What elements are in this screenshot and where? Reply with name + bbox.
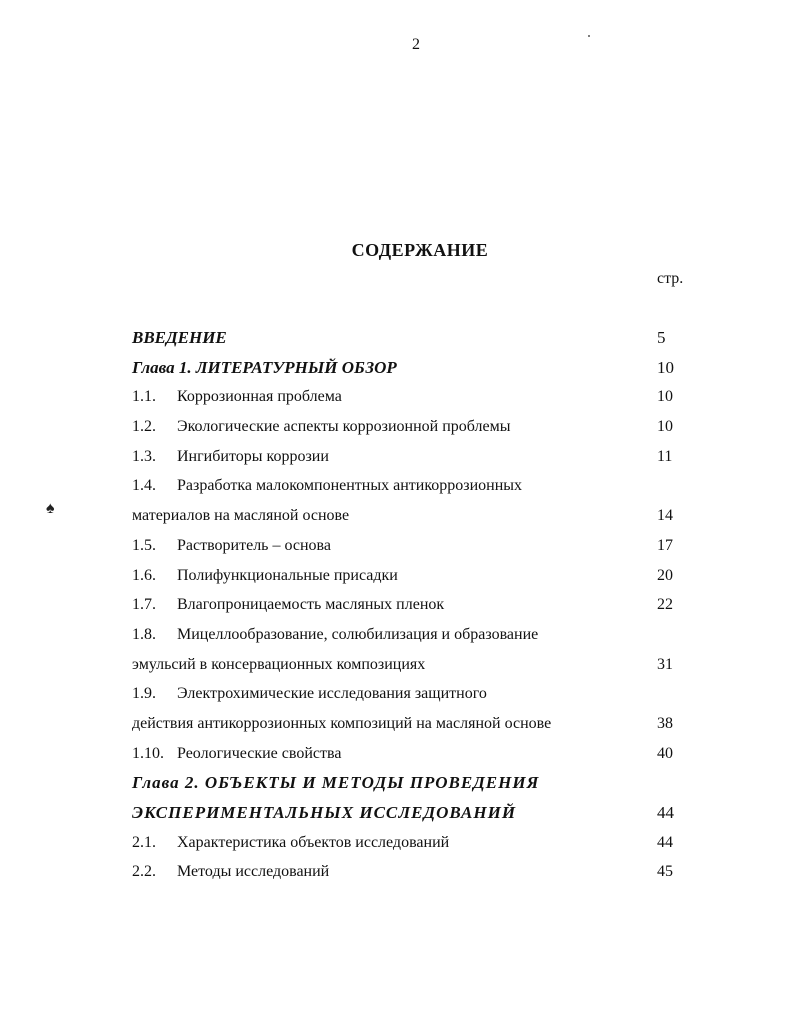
toc-entry-text: Растворитель – основа [177, 536, 331, 554]
toc-entry-number: 1.9. [132, 685, 156, 703]
toc-entry-number: 2.2. [132, 863, 156, 881]
toc-entry-text: Характеристика объектов исследований [177, 833, 450, 851]
toc-entry-text: Реологические свойства [177, 744, 342, 762]
toc-entry-page: 10 [657, 388, 673, 406]
toc-entry [132, 709, 692, 739]
toc-entry-text: Глава 2. ОБЪЕКТЫ И МЕТОДЫ ПРОВЕДЕНИЯ [132, 773, 540, 793]
toc-entry [132, 561, 692, 591]
table-of-contents [132, 323, 692, 887]
toc-entry [132, 323, 692, 353]
toc-entry-number: 1.2. [132, 418, 156, 436]
toc-entry [132, 353, 692, 383]
toc-entry-page: 38 [657, 714, 673, 732]
toc-entry-page: 22 [657, 596, 673, 614]
toc-entry-page: 44 [657, 803, 674, 822]
toc-entry [132, 382, 692, 412]
toc-entry-text: Коррозионная проблема [177, 388, 342, 406]
toc-entry-text: Полифункциональные присадки [177, 566, 398, 584]
toc-entry-text: Методы исследований [177, 863, 330, 881]
toc-entry-number: 1.10. [132, 744, 164, 762]
toc-entry-number: 1.4. [132, 477, 156, 495]
toc-entry-page: 20 [657, 566, 673, 584]
toc-entry-text: ЭКСПЕРИМЕНТАЛЬНЫХ ИССЛЕДОВАНИЙ [132, 803, 517, 822]
toc-entry [132, 679, 692, 709]
toc-entry-text: Мицеллообразование, солюбилизация и образование [177, 625, 539, 643]
toc-entry [132, 501, 692, 531]
toc-entry-text: Электрохимические исследования защитного [177, 685, 487, 703]
toc-entry-text: Экологические аспекты коррозионной проблемы [177, 418, 511, 436]
scan-blot-icon: ♠ [46, 500, 55, 517]
toc-entry-number: 1.1. [132, 388, 156, 406]
toc-entry [132, 798, 692, 828]
toc-entry-page: 10 [657, 418, 673, 436]
toc-entry [132, 768, 692, 798]
toc-entry [132, 471, 692, 501]
toc-entry-number: 1.6. [132, 566, 156, 584]
toc-entry [132, 739, 692, 769]
toc-entry-page: 5 [657, 328, 666, 347]
toc-entry-page: 45 [657, 863, 673, 881]
toc-entry [132, 650, 692, 680]
toc-entry-number: 2.1. [132, 833, 156, 851]
toc-entry-text: Разработка малокомпонентных антикоррозионных [177, 477, 523, 495]
toc-entry-text: действия антикоррозионных композиций на масляной основе [132, 714, 552, 732]
toc-entry [132, 590, 692, 620]
scan-speck [588, 35, 590, 37]
toc-entry [132, 828, 692, 858]
toc-entry [132, 857, 692, 887]
toc-entry [132, 620, 692, 650]
toc-entry-page: 31 [657, 655, 673, 673]
page-title: СОДЕРЖАНИЕ [351, 240, 489, 260]
toc-entry-text: Глава 1. ЛИТЕРАТУРНЫЙ ОБЗОР [132, 357, 397, 377]
toc-entry [132, 412, 692, 442]
toc-entry-page: 10 [657, 357, 674, 377]
page-number: 2 [412, 36, 420, 53]
toc-entry-number: 1.7. [132, 596, 156, 614]
toc-entry-text: Влагопроницаемость масляных пленок [177, 596, 445, 614]
toc-entry-text: ВВЕДЕНИЕ [132, 328, 227, 347]
toc-entry-number: 1.3. [132, 447, 156, 465]
toc-entry-page: 11 [657, 447, 673, 465]
toc-entry [132, 531, 692, 561]
toc-entry-text: Ингибиторы коррозии [177, 447, 329, 465]
toc-entry-page: 44 [657, 833, 673, 851]
toc-entry-page: 14 [657, 507, 673, 525]
toc-entry-text: эмульсий в консервационных композициях [132, 655, 426, 673]
page-column-label: стр. [657, 270, 684, 287]
toc-entry [132, 442, 692, 472]
toc-entry-page: 17 [657, 536, 673, 554]
toc-entry-number: 1.5. [132, 536, 156, 554]
toc-entry-text: материалов на масляной основе [132, 507, 350, 525]
toc-entry-number: 1.8. [132, 625, 156, 643]
toc-entry-page: 40 [657, 744, 673, 762]
